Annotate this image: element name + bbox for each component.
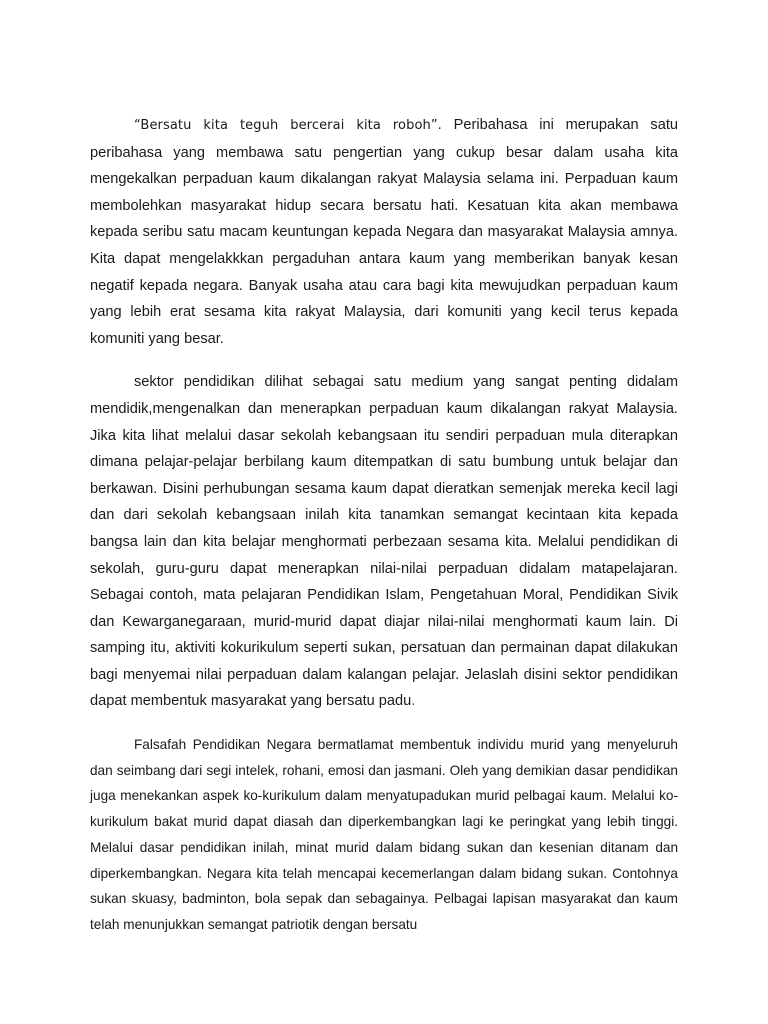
proverb-quote: “Bersatu kita teguh bercerai kita roboh”.	[134, 118, 442, 133]
paragraph-1-text: Peribahasa ini merupakan satu peribahasa yang membawa satu pengertian yang cukup besar dalam usaha kita mengekalkan perpaduan kaum dikalangan rakyat Malaysia selama ini. Perpaduan kaum membolehkan masyarakat hidup secara bersatu hati. Kesatuan kita akan membawa kepada seribu satu macam keuntungan kepada Negara dan masyarakat Malaysia amnya. Kita dapat mengelakkkan pergaduhan antara kaum yang memberikan banyak kesan negatif kepada negara. Banyak usaha atau cara bagi kita mewujudkan perpaduan kaum yang lebih erat sesama kita rakyat Malaysia, dari komuniti yang kecil terus kepada komuniti yang besar.	[90, 117, 679, 347]
paragraph-1	[90, 112, 678, 352]
paragraph-2-text: sektor pendidikan dilihat sebagai satu medium yang sangat penting didalam mendidik,mengenalkan dan menerapkan perpaduan kaum dikalangan rakyat Malaysia. Jika kita lihat melalui dasar sekolah kebangsaan itu sendiri perpaduan mula diterapkan dimana pelajar-pelajar berbilang kaum ditempatkan di satu bumbung untuk belajar dan berkawan. Disini perhubungan sesama kaum dapat dieratkan semenjak mereka kecil lagi dan dari sekolah kebangsaan inilah kita tanamkan semangat kecintaan kita kepada bangsa lain dan kita belajar menghormati perbezaan sesama kita. Melalui pendidikan di sekolah, guru-guru dapat menerapkan nilai-nilai perpaduan didalam matapelajaran. Sebagai contoh, mata pelajaran Pendidikan Islam, Pengetahuan Moral, Pendidikan Sivik dan Kewarganegaraan, murid-murid dapat diajar nilai-nilai menghormati kaum lain. Di samping itu, aktiviti kokurikulum seperti sukan, persatuan dan permainan dapat dilakukan bagi menyemai nilai perpaduan dalam kalangan pelajar. Jelaslah disini sektor pendidikan dapat membentuk masyarakat yang bersatu padu	[90, 374, 678, 710]
paragraph-3	[90, 732, 678, 938]
paragraph-2	[90, 369, 678, 715]
paragraph-2-end-mark: .	[411, 693, 416, 710]
document-body	[90, 112, 678, 938]
paragraph-3-text: Falsafah Pendidikan Negara bermatlamat membentuk individu murid yang menyeluruh dan seimbang dari segi intelek, rohani, emosi dan jasmani. Oleh yang demikian dasar pendidikan juga menekankan aspek ko-kurikulum dalam menyatupadukan murid pelbagai kaum. Melalui ko-kurikulum bakat murid dapat diasah dan diperkembangkan lagi ke peringkat yang lebih tinggi. Melalui dasar pendidikan inilah, minat murid dalam bidang sukan dan kesenian ditanam dan diperkembangkan. Negara kita telah mencapai kecemerlangan dalam bidang sukan. Contohnya sukan skuasy, badminton, bola sepak dan sebagainya. Pelbagai lapisan masyarakat dan kaum telah menunjukkan semangat patriotik dengan bersatu	[90, 737, 678, 932]
